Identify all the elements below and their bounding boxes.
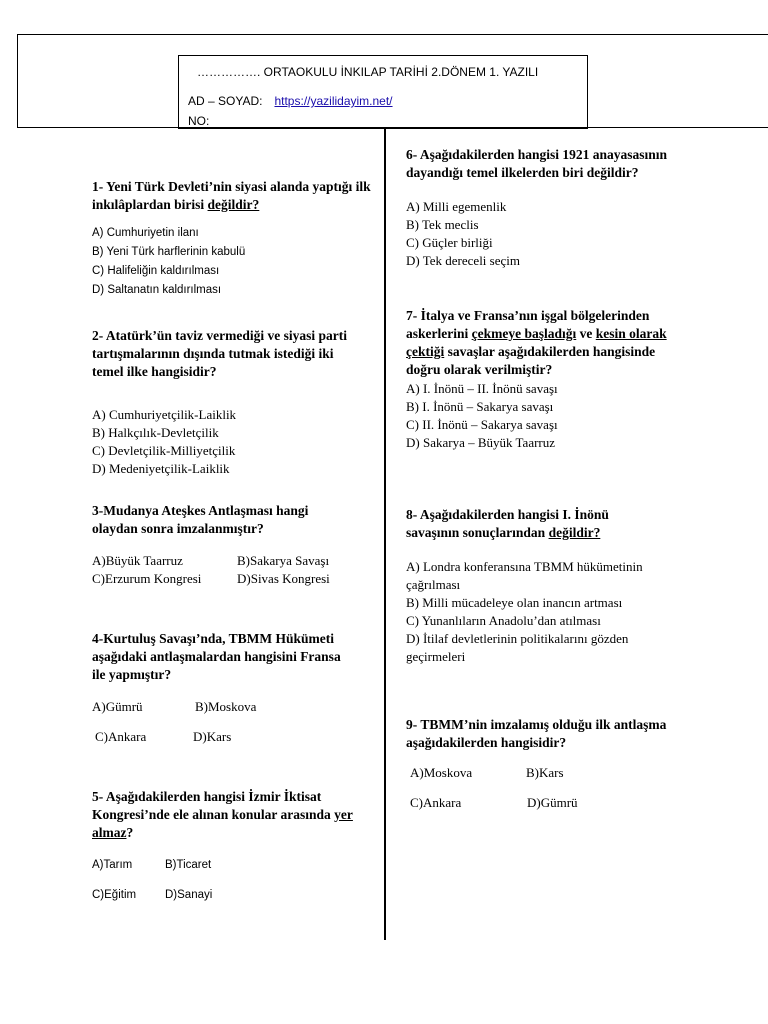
option-d[interactable]: D) İtilaf devletlerinin politikalarını gözden geçirmeleri: [406, 631, 629, 664]
option-a[interactable]: A)Gümrü: [92, 699, 143, 714]
option-a[interactable]: A) Londra konferansına TBMM hükümetinin çağrılması: [406, 559, 643, 592]
question-5: [92, 788, 367, 906]
option-c[interactable]: C)Erzurum Kongresi: [92, 571, 202, 586]
question-4: [92, 630, 342, 748]
question-3: [92, 502, 372, 592]
option-c[interactable]: C) Devletçilik-Milliyetçilik: [92, 443, 236, 458]
option-d[interactable]: D)Gümrü: [527, 795, 578, 810]
question-9-options: [406, 764, 686, 814]
question-6-text: 6- Aşağıdakilerden hangisi 1921 anayasasının dayandığı temel ilkelerden biri değildir?: [406, 147, 668, 180]
exam-title: ……………. ORTAOKULU İNKILAP TARİHİ 2.DÖNEM 1. YAZILI: [197, 65, 539, 79]
option-a[interactable]: A) Cumhuriyetin ilanı: [92, 227, 199, 239]
question-3-text: 3-Mudanya Ateşkes Antlaşması hangi olaydan sonra imzalanmıştır?: [92, 503, 309, 536]
option-d[interactable]: D)Sivas Kongresi: [237, 571, 330, 586]
option-d[interactable]: D) Tek dereceli seçim: [406, 253, 520, 268]
question-6-options: [406, 198, 686, 270]
option-b[interactable]: B)Kars: [526, 765, 564, 780]
option-a[interactable]: A)Büyük Taarruz: [92, 553, 183, 568]
option-b[interactable]: B) Tek meclis: [406, 217, 479, 232]
question-7: [406, 307, 686, 452]
question-7-options: [406, 380, 686, 452]
option-b[interactable]: B) Halkçılık-Devletçilik: [92, 425, 219, 440]
column-divider: [384, 128, 386, 940]
question-5-options: [92, 856, 367, 906]
option-d[interactable]: D) Saltanatın kaldırılması: [92, 284, 222, 296]
option-d[interactable]: D)Sanayi: [165, 889, 213, 901]
option-b[interactable]: B) Yeni Türk harflerinin kabulü: [92, 246, 246, 258]
question-9-text: 9- TBMM’nin imzalamış olduğu ilk antlaşma aşağıdakilerden hangisidir?: [406, 717, 667, 750]
question-9: [406, 716, 686, 814]
question-1: [92, 178, 372, 300]
name-label: AD – SOYAD:: [188, 94, 263, 108]
site-link[interactable]: https://yazilidayim.net/: [274, 94, 393, 108]
option-c[interactable]: C)Ankara: [410, 795, 462, 810]
option-a[interactable]: A) I. İnönü – II. İnönü savaşı: [406, 381, 558, 396]
option-b[interactable]: B)Ticaret: [165, 859, 212, 871]
question-7-text: 7- İtalya ve Fransa’nın işgal bölgelerinden askerlerini çekmeye başladığı ve kesin olarak çektiği savaşlar aşağıdakilerden hangisinde doğru olarak verilmiştir?: [406, 308, 667, 377]
option-d[interactable]: D)Kars: [193, 729, 232, 744]
option-a[interactable]: A)Tarım: [92, 859, 133, 871]
option-c[interactable]: C) II. İnönü – Sakarya savaşı: [406, 417, 558, 432]
option-a[interactable]: A) Milli egemenlik: [406, 199, 507, 214]
option-c[interactable]: C)Ankara: [95, 729, 147, 744]
question-3-options: [92, 552, 372, 592]
option-c[interactable]: C)Eğitim: [92, 889, 137, 901]
question-8-text: 8- Aşağıdakilerden hangisi I. İnönü savaşının sonuçlarından değildir?: [406, 507, 609, 540]
option-c[interactable]: C) Halifeliğin kaldırılması: [92, 265, 220, 277]
option-a[interactable]: A) Cumhuriyetçilik-Laiklik: [92, 407, 237, 422]
option-c[interactable]: C) Yunanlıların Anadolu’dan atılması: [406, 613, 601, 628]
question-2: [92, 327, 347, 478]
question-1-options: [92, 224, 372, 300]
option-c[interactable]: C) Güçler birliği: [406, 235, 493, 250]
name-field: [188, 94, 393, 108]
option-a[interactable]: A)Moskova: [410, 765, 473, 780]
question-8-options: [406, 558, 678, 666]
question-5-text: 5- Aşağıdakilerden hangisi İzmir İktisat Kongresi’nde ele alınan konular arasında yer almaz?: [92, 789, 353, 840]
exam-header: [178, 55, 588, 129]
question-6: [406, 146, 686, 270]
number-label: NO:: [188, 114, 210, 128]
question-1-text: 1- Yeni Türk Devleti’nin siyasi alanda yaptığı ilk inkılâplardan birisi değildir?: [92, 179, 371, 212]
question-2-options: [92, 406, 347, 478]
option-d[interactable]: D) Medeniyetçilik-Laiklik: [92, 461, 230, 476]
option-d[interactable]: D) Sakarya – Büyük Taarruz: [406, 435, 556, 450]
option-b[interactable]: B)Moskova: [195, 699, 257, 714]
option-b[interactable]: B) Milli mücadeleye olan inancın artması: [406, 595, 623, 610]
question-4-options: [92, 698, 342, 748]
question-4-text: 4-Kurtuluş Savaşı’nda, TBMM Hükümeti aşağıdaki antlaşmalardan hangisini Fransa ile yapmıştır?: [92, 631, 341, 682]
option-b[interactable]: B) I. İnönü – Sakarya savaşı: [406, 399, 554, 414]
option-b[interactable]: B)Sakarya Savaşı: [237, 553, 330, 568]
question-2-text: 2- Atatürk’ün taviz vermediği ve siyasi parti tartışmalarının dışında tutmak istediği iki temel ilke hangisidir?: [92, 328, 347, 379]
question-8: [406, 506, 686, 666]
